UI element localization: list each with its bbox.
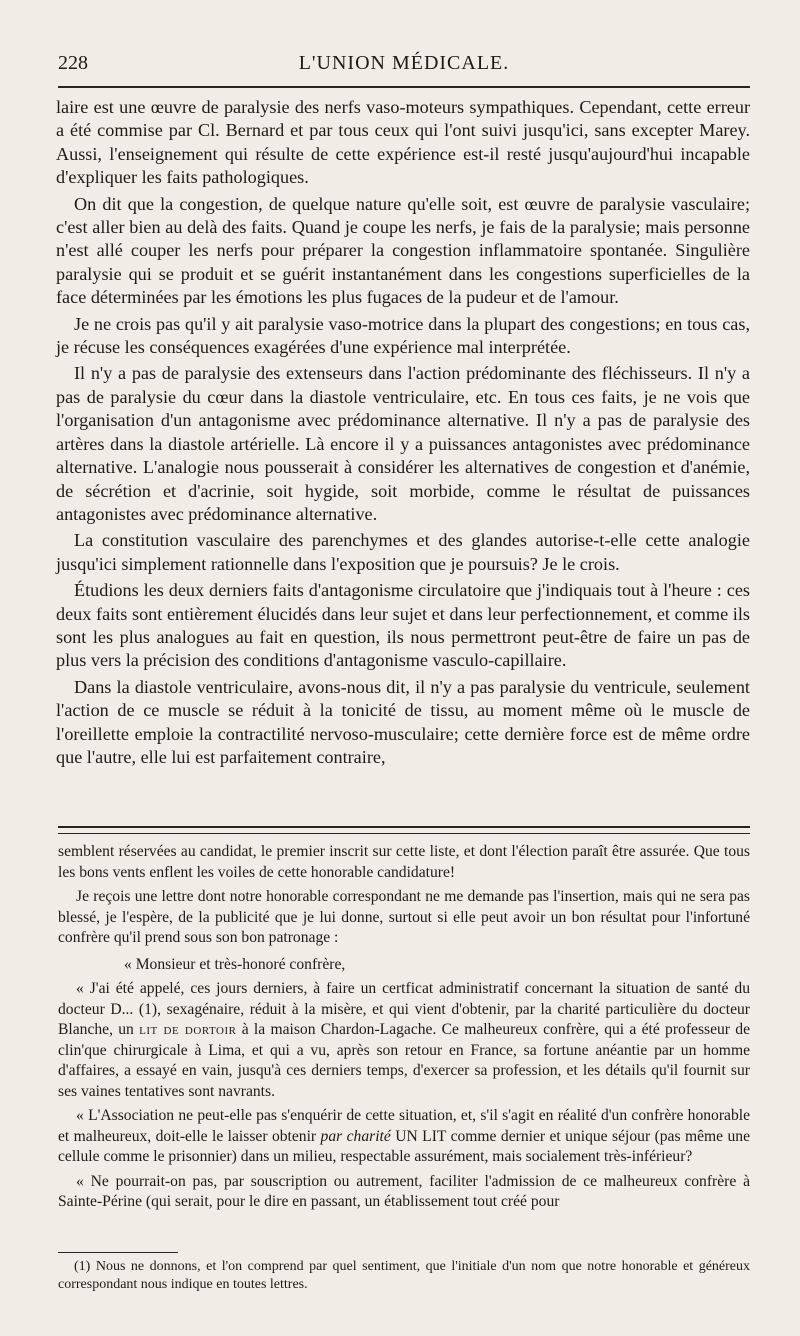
letter-small-caps: lit de dortoir (139, 1021, 237, 1038)
body-paragraph: On dit que la congestion, de quelque nature qu'elle soit, est œuvre de paralysie vasculaire; c'est aller bien au delà des faits. Quand je coupe les nerfs, je fais de la paralysie; mais personne n'est allé couper les nerfs pour préparer la congestion inflammatoire spontanée. Singulière paralysie qui se produit et se guérit instantanément dans les congestions superficielles de la face déterminées par les émotions les plus fugaces de la pudeur et de l'amour. (56, 193, 750, 308)
body-paragraph: laire est une œuvre de paralysie des nerfs vaso-moteurs sympathiques. Cependant, cette erreur a été commise par Cl. Bernard et par tous ceux qui l'ont suivi jusqu'ici, sans excepter Marey. Aussi, l'enseignement qui résulte de cette expérience est-il resté jusqu'aujourd'hui incapable d'expliquer les faits pathologiques. (56, 97, 750, 188)
letter-paragraph: « Ne pourrait-on pas, par souscription ou autrement, faciliter l'admission de ce malheureux confrère à Sainte-Périne (qui serait, pour le dire en passant, un établissement tout créé pour (58, 1172, 750, 1210)
body-paragraph: Il n'y a pas de paralysie des extenseurs dans l'action prédominante des fléchisseurs. Il n'y a pas de paralysie du cœur dans la diastole ventriculaire, etc. En tous ces faits, je ne vois que l'organisation d'un antagonisme avec prédominance alternative. Il n'y a pas de paralysie des artères dans la diastole artérielle. Là encore il y a puissances antagonistes avec prédominance alternative. L'analogie nous pousserait à considérer les alternatives de congestion et d'anémie, de sécrétion et d'acrinie, soit hygide, soit morbide, comme le résultat de puissances antagonistes avec prédominance alternative. (56, 363, 750, 524)
body-paragraph: Étudions les deux derniers faits d'antagonisme circulatoire que j'indiquais tout à l'heure : ces deux faits sont entièrement élucidés dans leur sujet et dans leur perfectionnement, et comme ils sont les plus analogues au fait en question, ils nous permettront peut-être de faire un pas de plus vers la précision des conditions d'antagonisme vasculo-capillaire. (56, 580, 750, 671)
page-number: 228 (58, 52, 88, 74)
letter-text: « L'Association ne peut-elle pas s'enquérir de cette situation, et, s'il s'agit en réalité d'un confrère honorable et malheureux, doit-elle le laisser obtenir (58, 1107, 750, 1145)
letter-paragraph (58, 979, 750, 1102)
letter-text: à la maison Chardon-Lagache. Ce malheureux confrère, qui a été professeur de clin'que chirurgicale à Lima, et qui a vu, après son retour en France, sa fortune anéantie par un homme d'affaires, a essayé en vain, jusqu'à ces derniers temps, d'exercer sa profession, et les détails qu'il fournit sur ses vaines tentatives sont navrants. (58, 1021, 750, 1100)
main-text-column (56, 96, 750, 769)
letter-paragraph (58, 1106, 750, 1168)
letter-text: « J'ai été appelé, ces jours derniers, à faire un certficat administratif concernant la situation de santé du docteur D... (1), sexagénaire, réduit à la misère, et qui vient d'obtenir, par la charité particulière du docteur Blanche, un (58, 980, 750, 1038)
feuilleton-paragraph: semblent réservées au candidat, le premier inscrit sur cette liste, et dont l'élection paraît être assurée. Que tous les bons vents enflent les voiles de cette honorable candidature! (58, 843, 750, 881)
body-paragraph: Je ne crois pas qu'il y ait paralysie vaso-motrice dans la plupart des congestions; en tous cas, je récuse les conséquences exagérées d'une expérience mal interprétée. (56, 313, 750, 358)
letter-salutation: « Monsieur et très-honoré confrère, (124, 955, 346, 973)
feuilleton-divider (58, 826, 750, 834)
body-paragraph: Dans la diastole ventriculaire, avons-nous dit, il n'y a pas paralysie du ventricule, seulement l'action de ce muscle se réduit à la tonicité de tissu, au moment même où le muscle de l'oreillette emploie la contractilité nervoso-musculaire; cette dernière force est de même ordre que l'autre, elle lui est parfaitement contraire, (56, 676, 750, 767)
running-title: L'UNION MÉDICALE. (298, 52, 510, 74)
feuilleton-paragraph: Je reçois une lettre dont notre honorable correspondant ne me demande pas l'insertion, mais qui ne sera pas blessé, je l'espère, de la publicité que je lui donne, surtout si elle peut avoir un bon résultat pour l'infortuné confrère qu'il prend sous son bon patronage : (58, 888, 750, 946)
letter-italic: par charité (320, 1127, 391, 1145)
footnote (58, 1258, 750, 1293)
page-header (58, 50, 750, 88)
letter-text: comme dernier et unique séjour (pas même une cellule comme le prisonnier) dans un milieu, respectable assurément, mais socialement très-inférieur? (58, 1127, 751, 1165)
letter-caps: UN LIT (390, 1127, 447, 1145)
feuilleton-column (58, 842, 750, 1213)
body-paragraph: La constitution vasculaire des parenchymes et des glandes autorise-t-elle cette analogie jusqu'ici simplement rationnelle dans l'exposition que je poursuis? Je le crois. (56, 530, 750, 574)
footnote-text: (1) Nous ne donnons, et l'on comprend par quel sentiment, que l'initiale d'un nom que notre honorable et généreux correspondant nous indique en toutes lettres. (58, 1259, 750, 1292)
footnote-rule (58, 1252, 178, 1253)
